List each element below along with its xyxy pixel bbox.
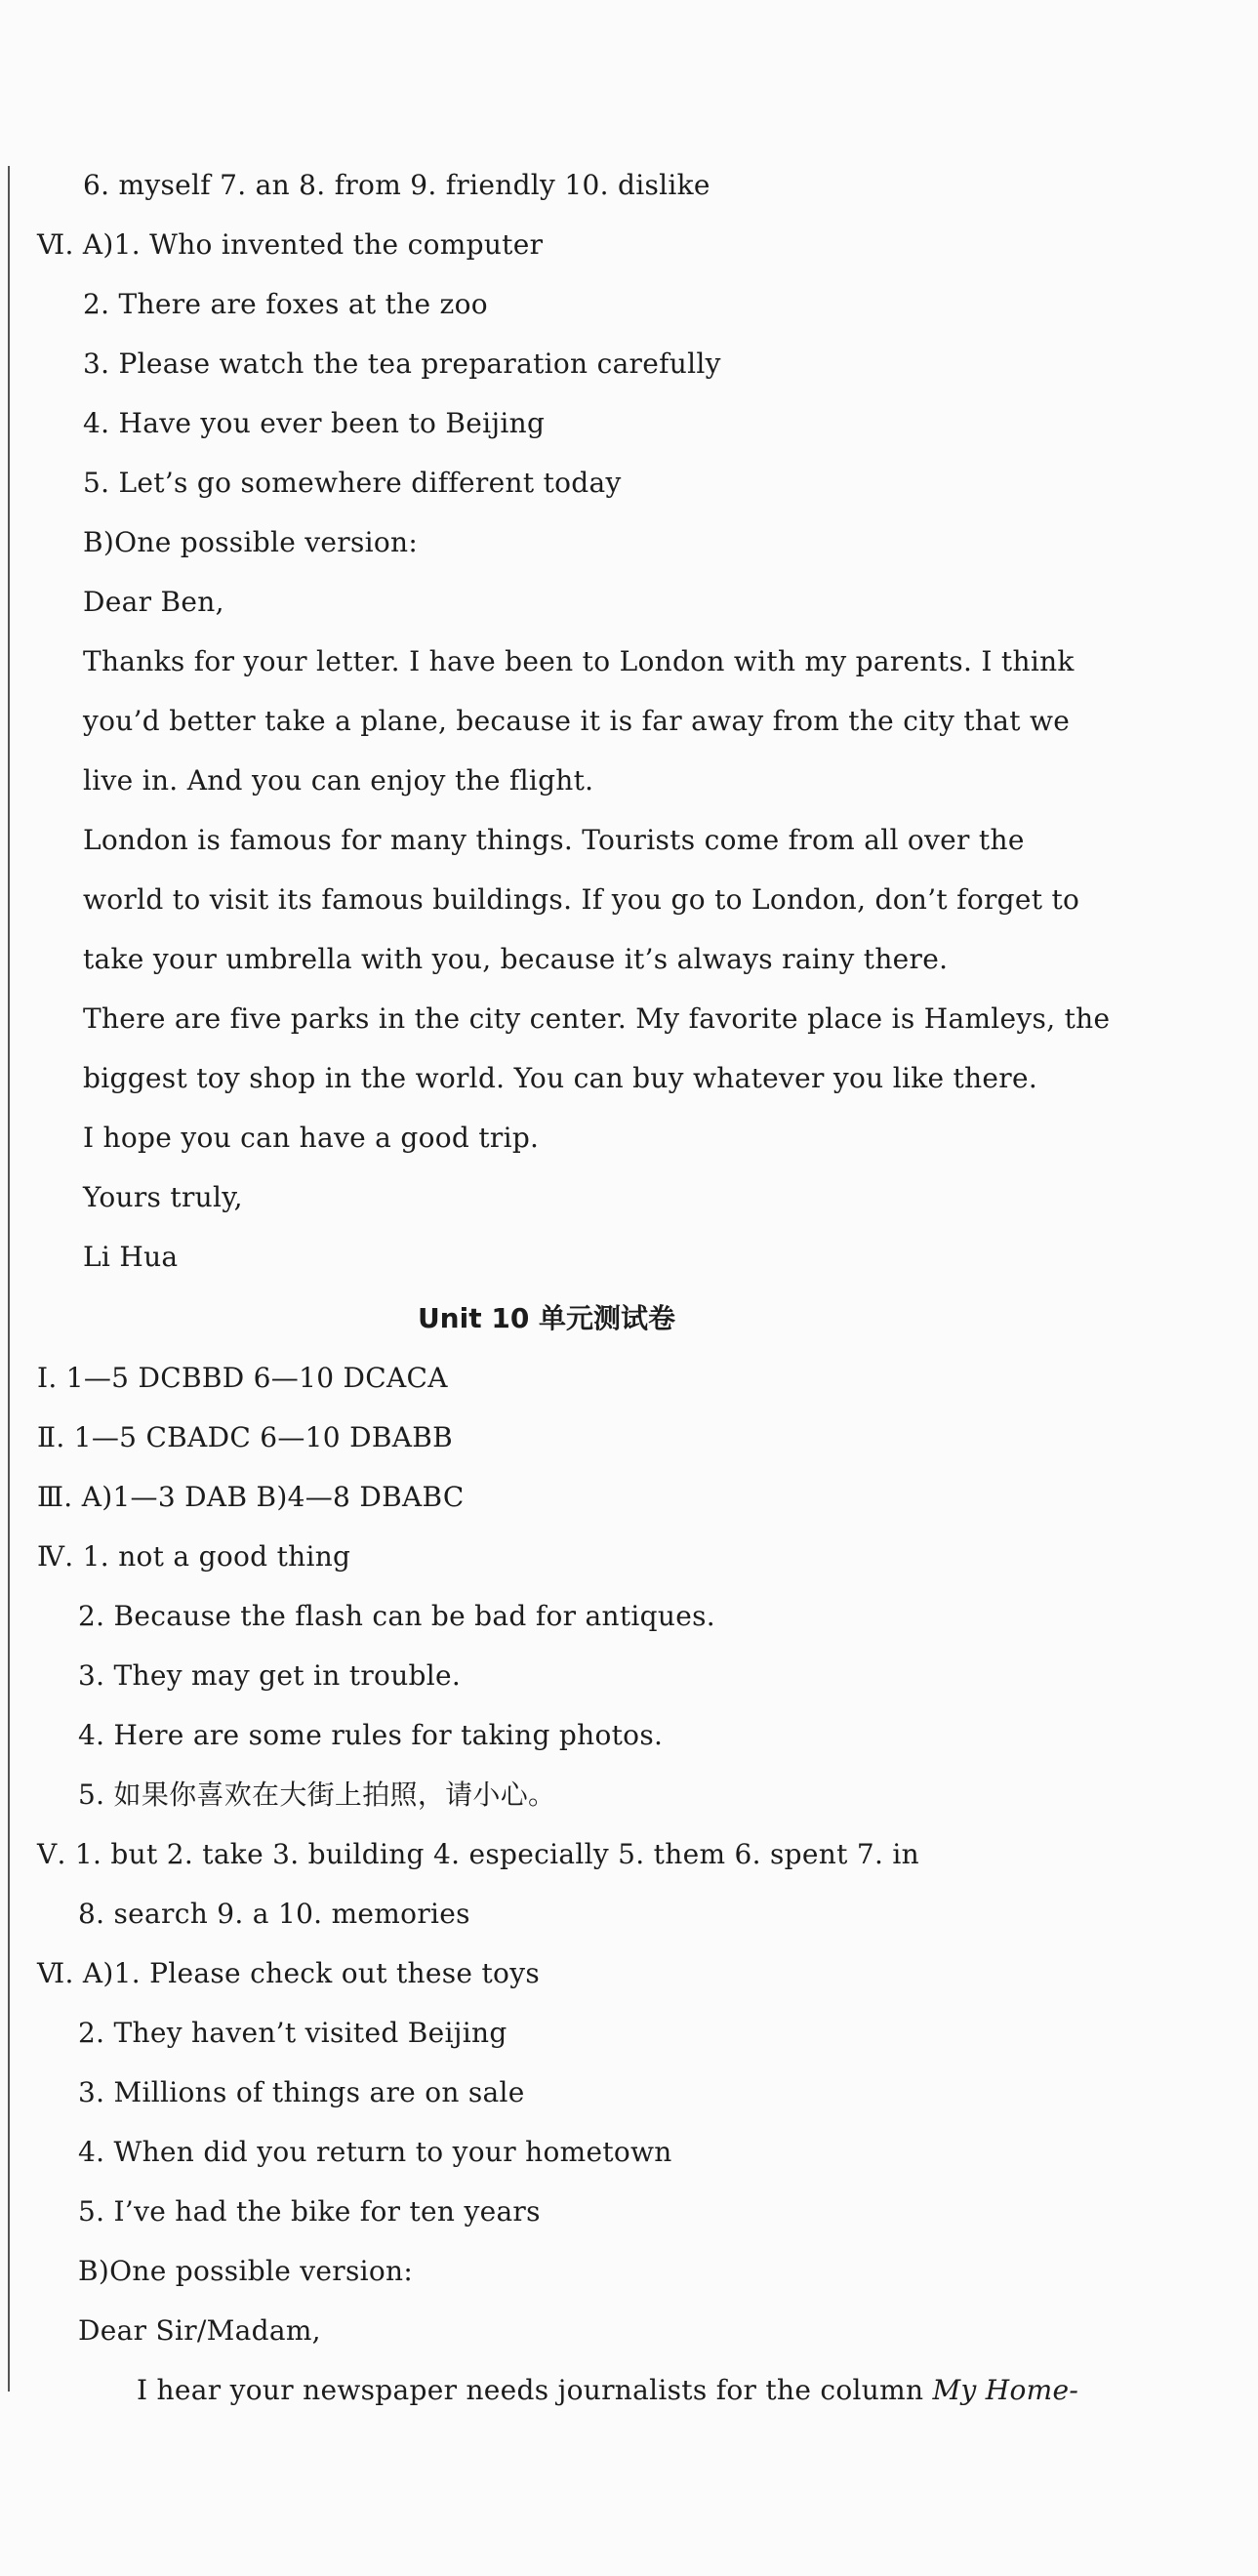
- letter-line: take your umbrella with you, because it’s always rainy there.: [83, 943, 949, 975]
- unit-heading: Unit 10 单元测试卷: [417, 1302, 676, 1334]
- letter-line: I hope you can have a good trip.: [83, 1122, 540, 1154]
- answer-line: 3. Please watch the tea preparation carefully: [83, 348, 721, 380]
- letter-text: I hear your newspaper needs journalists for the column: [137, 2374, 933, 2406]
- answer-line: 4. Here are some rules for taking photos.: [78, 1719, 664, 1751]
- answer-line: 3. They may get in trouble.: [78, 1659, 462, 1692]
- version-label: B)One possible version:: [78, 2255, 414, 2287]
- section-iv-line: Ⅳ. 1. not a good thing: [37, 1540, 351, 1573]
- letter-line: world to visit its famous buildings. If you go to London, don’t forget to: [83, 883, 1080, 916]
- margin-rule: [8, 166, 10, 2392]
- section-i-line: Ⅰ. 1—5 DCBBD 6—10 DCACA: [37, 1362, 448, 1394]
- answer-line: 3. Millions of things are on sale: [78, 2076, 525, 2108]
- section-vi-line: Ⅵ. A)1. Please check out these toys: [37, 1957, 540, 1989]
- answer-line: 4. When did you return to your hometown: [78, 2136, 672, 2168]
- answer-line: 6. myself 7. an 8. from 9. friendly 10. dislike: [83, 169, 710, 201]
- answer-line: 2. They haven’t visited Beijing: [78, 2017, 507, 2049]
- section-ii-line: Ⅱ. 1—5 CBADC 6—10 DBABB: [37, 1421, 453, 1453]
- letter-closing: Yours truly,: [83, 1181, 243, 1213]
- answer-line: 5. I’ve had the bike for ten years: [78, 2195, 541, 2228]
- version-label: B)One possible version:: [83, 526, 419, 558]
- answer-line: 2. Because the flash can be bad for antiques.: [78, 1600, 715, 1632]
- answer-line: 8. search 9. a 10. memories: [78, 1898, 470, 1930]
- letter-line: live in. And you can enjoy the flight.: [83, 764, 594, 797]
- answer-line: 5. Let’s go somewhere different today: [83, 467, 622, 499]
- letter-signature: Li Hua: [83, 1241, 179, 1273]
- letter-line: London is famous for many things. Tourists come from all over the: [83, 824, 1025, 856]
- letter-line: There are five parks in the city center. My favorite place is Hamleys, the: [83, 1002, 1111, 1035]
- section-v-line: Ⅴ. 1. but 2. take 3. building 4. especially 5. them 6. spent 7. in: [37, 1838, 919, 1870]
- answer-line: 4. Have you ever been to Beijing: [83, 407, 546, 439]
- section-vi-line: Ⅵ. A)1. Who invented the computer: [37, 228, 544, 261]
- letter-line: [137, 2371, 1078, 2410]
- section-iii-line: Ⅲ. A)1—3 DAB B)4—8 DBABC: [37, 1481, 465, 1513]
- answer-line: 5. 如果你喜欢在大街上拍照，请小心。: [78, 1779, 556, 1811]
- answer-line: 2. There are foxes at the zoo: [83, 288, 488, 320]
- letter-greeting: Dear Ben,: [83, 586, 224, 618]
- letter-line: Thanks for your letter. I have been to London with my parents. I think: [83, 645, 1075, 677]
- letter-line: you’d better take a plane, because it is far away from the city that we: [83, 705, 1071, 737]
- letter-line: biggest toy shop in the world. You can buy whatever you like there.: [83, 1062, 1038, 1094]
- column-name: My Home-: [932, 2374, 1079, 2406]
- letter-greeting: Dear Sir/Madam,: [78, 2314, 321, 2347]
